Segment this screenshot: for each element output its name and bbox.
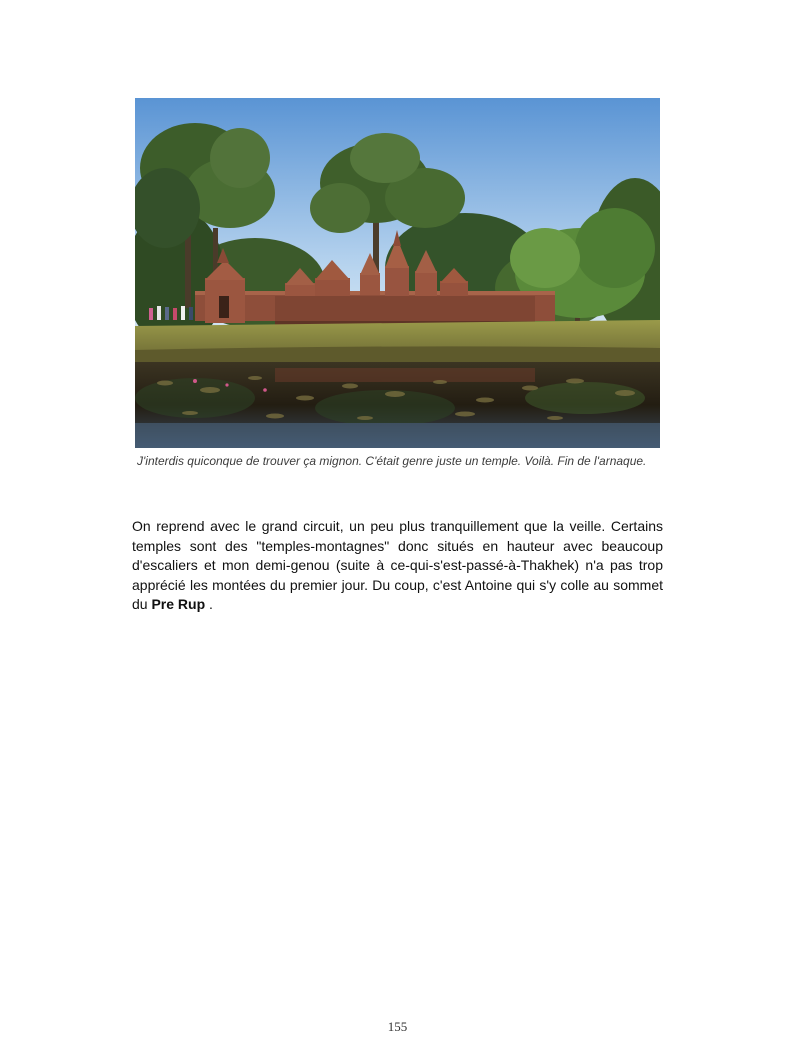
- temple-photo: [135, 98, 660, 448]
- body-paragraph: [132, 517, 663, 615]
- page-number: 155: [387, 1019, 408, 1034]
- photo-caption: J'interdis quiconque de trouver ça mignon. C'était genre juste un temple. Voilà. Fin de l'arnaque.: [137, 454, 647, 468]
- paragraph-text-start: On reprend avec le grand circuit, un peu plus tranquillement que la veille. Certains temples sont des "temples-montagnes" donc situés en hauteur avec beaucoup d'escaliers et mon demi-genou (suite à ce-qui-s'est-passé-à-Thakhek) n'a pas trop apprécié les montées du premier jour. Du coup, c'est Antoine qui s'y colle au sommet du: [132, 518, 663, 613]
- temple-photo-illustration: [135, 98, 660, 448]
- paragraph-text-end: .: [205, 596, 213, 613]
- pre-rup-bold-term: Pre Rup: [151, 596, 206, 613]
